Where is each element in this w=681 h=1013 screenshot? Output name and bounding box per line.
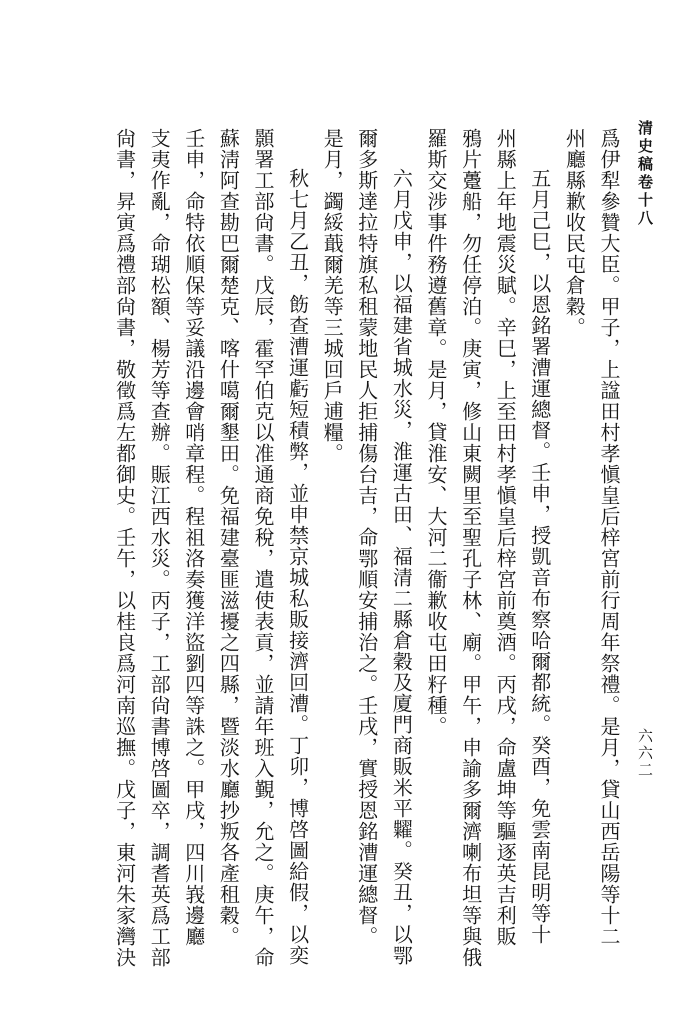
text-column-9: 是月，蠲綏蕺爾羌等三城回戶逋糧。 (320, 128, 345, 464)
text-column-6: 羅斯交涉事件務遵舊章。是月，貸淮安、大河二衞歉收屯田籽種。 (424, 128, 448, 737)
text-column-13: 壬申，命特依順保等妥議沿邊會哨章程。程祖洛奏獲洋盜劉四等誅之。甲戌，四川峩邊廳 (181, 128, 206, 947)
text-column-5: 鴉片躉船，勿任停泊。庚寅，修山東闕里至聖孔子林、廟。甲午，申諭多爾濟喇布坦等與俄 (458, 128, 483, 968)
text-column-12: 蘇淸阿查勘巴爾楚克、喀什噶爾墾田。免福建臺匪滋擾之四縣，暨淡水廳抄叛各產租穀。 (216, 128, 241, 947)
text-column-15: 尙書，昇寅爲禮部尙書，敬徵爲左都御史。壬午，以桂良爲河南巡撫。戊子，東河朱家灣決 (112, 128, 137, 968)
page-number: 六六二 (636, 728, 654, 779)
text-column-3: 五月己巳，以恩銘署漕運總督。壬申，授凱音布察哈爾都統。癸酉，免雲南昆明等十 (527, 168, 552, 945)
text-column-8: 爾多斯達拉特旗私租蒙地民人拒捕傷台吉，命鄂順安捕治之。壬戌，實授恩銘漕運總督。 (354, 128, 379, 947)
text-column-11: 顥署工部尙書。戊辰，霍罕伯克以准通商免稅，遣使表貢，並請年班入覲，允之。庚午，命 (251, 128, 275, 968)
text-column-1: 爲伊犁參贊大臣。甲子，上諡田村孝愼皇后梓宮前行周年祭禮。是月，貸山西岳陽等十二 (597, 128, 621, 947)
text-column-2: 州廳縣歉收民屯倉穀。 (562, 128, 587, 338)
text-column-7: 六月戊申，以福建省城水災，淮運古田、福清二縣倉穀及廈門商販米平糶。癸丑，以鄂 (389, 168, 414, 966)
running-header-title: 清史稿卷十八 (636, 120, 654, 228)
text-column-14: 支夷作亂，命瑚松額、楊芳等查辦。賑江西水災。丙子，工部尙書博啓圖卒，調耆英爲工部 (147, 128, 172, 968)
text-column-10: 秋七月乙丑，飭查漕運虧短積弊，並申禁京城私販接濟回漕。丁卯，博啓圖給假，以奕 (285, 168, 310, 966)
text-column-4: 州縣上年地震災賦。辛巳，上至田村孝愼皇后梓宮前奠酒。丙戌，命盧坤等驅逐英吉利販 (493, 128, 518, 947)
